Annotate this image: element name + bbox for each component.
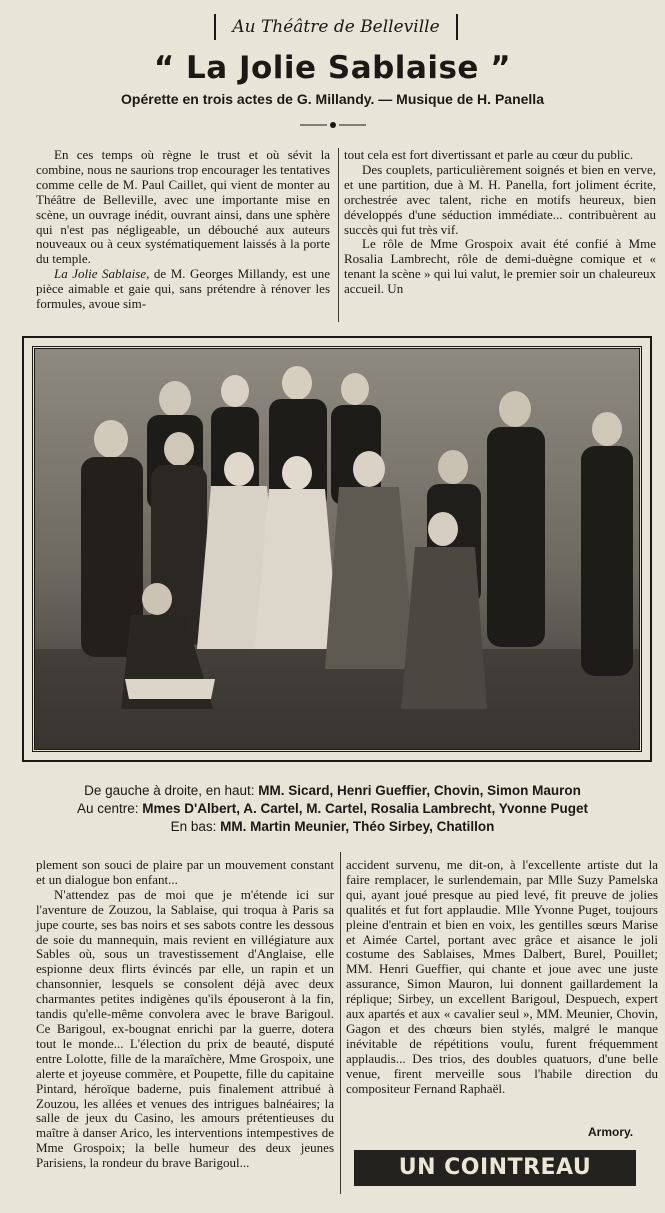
column-top-left <box>36 148 330 312</box>
play-title-italic: La Jolie Sablaise, <box>54 266 150 282</box>
column-bottom-right <box>346 858 658 1097</box>
caption-names: MM. Martin Meunier, Théo Sirbey, Chatillon <box>220 819 495 834</box>
paragraph <box>36 267 330 312</box>
paragraph: accident survenu, me dit-on, à l'excellente artiste dut la faire remplacer, le surlendemain, par Mlle Suzy Pamelska qui, ayant joué presque au pied levé, fit preuve de jolies qualités et fut fort applaudie. Mlle Yvonne Puget, toujours pleine d'entrain et bien en voix, les gentilles sœurs Marise et Aimée Cartel, portant avec grâce et aisance le joli costume des Sablaises, Mmes Dalbert, Burel, Pouillet; MM. Henri Gueffier, qui chante et joue avec une juste assurance, Simon Mauron, lui donnent gaillardement la réplique; Sirbey, un excellent Barigoul, Despuech, expert aux apartés et aux « cavalier seul », MM. Meunier, Chovin, Gagon et des chœurs bien stylés, malgré le manque inévitable de répétitions voulu, furent fréquemment applaudis... Des trios, des doubles quatuors, d'une belle venue, firent merveille sous l'habile direction du compositeur Fernand Raphaël. <box>346 857 658 1096</box>
divider-ornament <box>300 121 366 129</box>
paragraph: plement son souci de plaire par un mouvement constant et un dialogue bon enfant... <box>36 857 334 887</box>
paragraph: tout cela est fort divertissant et parle au cœur du public. <box>344 147 634 162</box>
author-signature: Armory. <box>588 1125 634 1139</box>
paragraph: Des couplets, particulièrement soignés et bien en verve, et une partition, due à M. H. Panella, fort joliment écrite, orchestrée avec talent, riche en motifs heureux, bien développés d'une séduction immédiate... contribuèrent au succès qui fut très vif. <box>344 161 656 237</box>
photo-caption-line-2 <box>0 800 665 818</box>
article-title: “ La Jolie Sablaise ” <box>153 50 512 86</box>
photo-image <box>35 349 639 749</box>
column-top-right <box>344 148 656 297</box>
photo-caption-line-1 <box>0 782 665 800</box>
caption-names: Mmes D'Albert, A. Cartel, M. Cartel, Rosalia Lambrecht, Yvonne Puget <box>142 801 589 816</box>
paragraph: N'attendez pas de moi que je m'étende ici sur l'aventure de Zouzou, la Sablaise, qui troqua à Paris sa jupe courte, ses bas noirs et ses sabots contre les dessous de soie du mannequin, mais revient en villégiature aux Sables où, sous un travestissement d'Anglaise, elle espionne deux flirts évincés par elle, un rapin et un chansonnier, lesquels se consolent déjà avec deux charmantes petites indigènes qu'ils épouseront à la fin, tandis qu'elle-même convolera avec le brave Barigoul. Ce Barigoul, ex-bougnat enrichi par la guerre, dotera tout le monde... L'élection du prix de beauté, disputé entre Lolotte, fille de la maraîchère, Mme Grospoix, une alerte et joyeuse commère, et Poupette, fille du capitaine Pintard, héroïque baderne, puis finalement attribué à Zouzou, les allées et venues des intrigues balnéaires; la salle de jeux du Casino, les amours prétentieuses du maître à danser Arico, les interventions intempestives de Mme Grospoix; la belle humeur des deux jeunes Parisiens, la rondeur du brave Barigoul... <box>36 886 334 1171</box>
paragraph: Le rôle de Mme Grospoix avait été confié à Mme Rosalia Lambrecht, rôle de demi-duègne comique et « tenant la scène » qui lui valut, le premier soir un chaleureux accueil. Un <box>344 236 656 297</box>
photo-frame <box>22 336 652 762</box>
column-rule <box>338 148 339 322</box>
paragraph-text: de M. Georges Millandy, est une pièce aimable et gaie qui, sans prétendre à rénover les formules, avoue sim- <box>36 266 330 312</box>
column-bottom-left <box>36 858 334 1171</box>
caption-prefix: Au centre: <box>76 801 143 816</box>
section-rubric: Au Théâtre de Belleville <box>214 14 458 40</box>
photo-caption-line-3 <box>0 818 665 836</box>
caption-prefix: De gauche à droite, en haut: <box>84 783 259 798</box>
cast-photograph <box>32 346 642 752</box>
article-subtitle: Opérette en trois actes de G. Millandy. — Musique de H. Panella <box>121 91 544 107</box>
caption-names: MM. Sicard, Henri Gueffier, Chovin, Simon Mauron <box>258 783 581 798</box>
caption-prefix: En bas: <box>170 819 221 834</box>
paragraph: En ces temps où règne le trust et où sévit la combine, nous ne saurions trop encourager les tentatives comme celle de M. Paul Caillet, qui vient de monter au Théâtre de Belleville, avec une importante mise en scène, un ouvrage inédit, ouvrant ainsi, dans une sphère qui n'est pas négligeable, un débouché aux auteurs nouveaux ou à ceux systématiquement laissés à la porte du temple. <box>36 147 330 267</box>
advert-banner: UN COINTREAU <box>354 1150 636 1186</box>
column-rule <box>340 852 341 1194</box>
